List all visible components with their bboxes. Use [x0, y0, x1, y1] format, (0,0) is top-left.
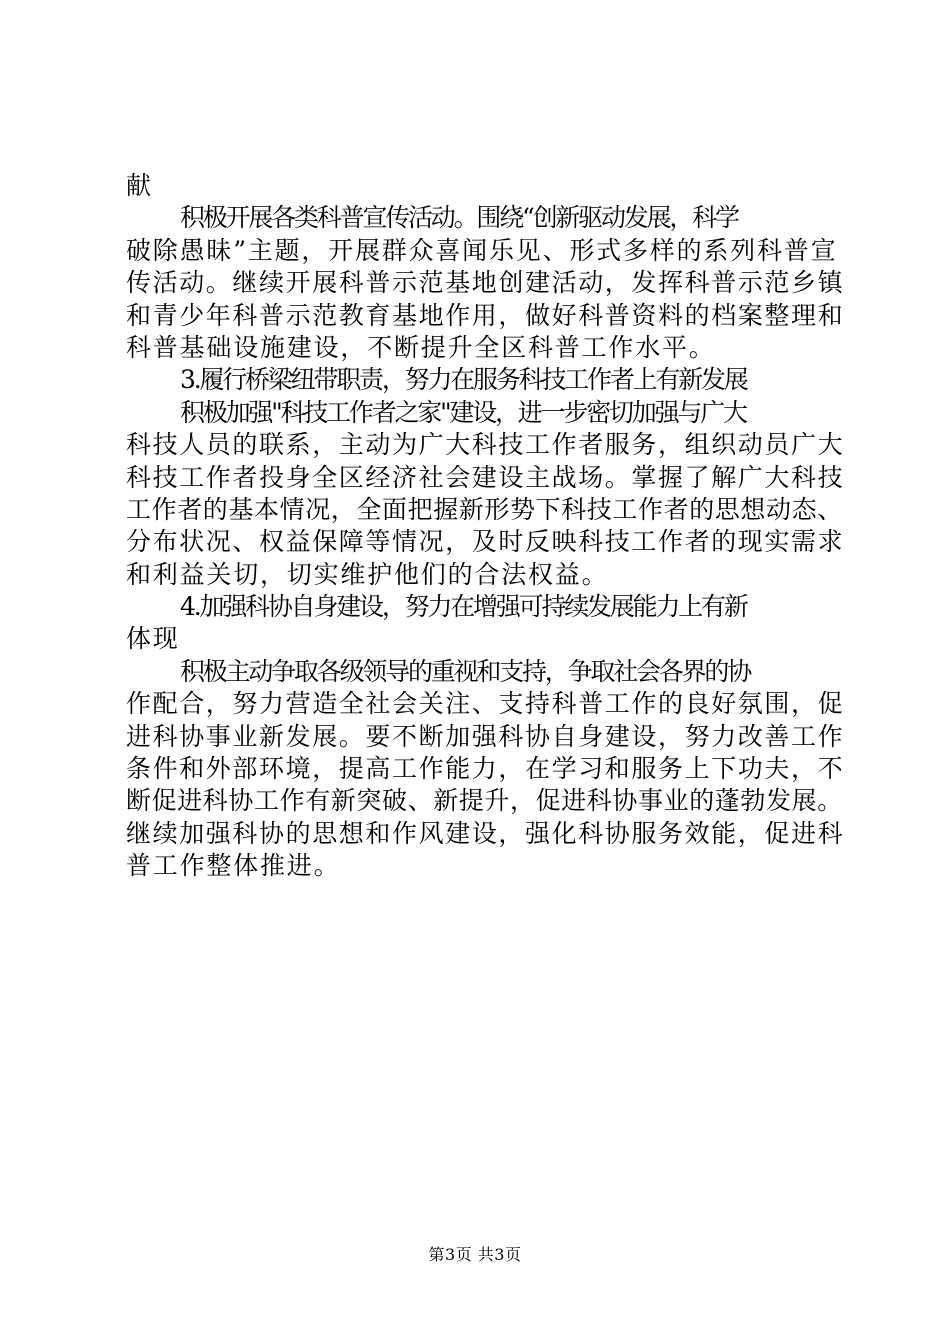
- text-line: 积极开展各类科普宣传活动。围绕“创新驱动发展，科学: [180, 203, 738, 233]
- text-line: 体现: [126, 624, 180, 654]
- text-line: 分布状况、权益保障等情况，及时反映科技工作者的现实需求: [126, 527, 845, 557]
- text-line: 继续加强科协的思想和作风建设，强化科协服务效能，促进科: [126, 818, 845, 848]
- text-line: 科技人员的联系，主动为广大科技工作者服务，组织动员广大: [126, 430, 845, 460]
- text-line: 进科协事业新发展。要不断加强科协自身建设，努力改善工作: [126, 721, 845, 751]
- document-body: [126, 170, 846, 883]
- text-line: 条件和外部环境，提高工作能力，在学习和服务上下功夫，不: [126, 754, 845, 784]
- text-line: 和利益关切，切实维护他们的合法权益。: [126, 559, 609, 589]
- text-line: 3.履行桥梁纽带职责，努力在服务科技工作者上有新发展: [180, 365, 747, 395]
- text-line: 和青少年科普示范教育基地作用，做好科普资料的档案整理和: [126, 300, 845, 330]
- text-line: 传活动。继续开展科普示范基地创建活动，发挥科普示范乡镇: [126, 268, 845, 298]
- text-line: 断促进科协工作有新突破、新提升，促进科协事业的蓬勃发展。: [126, 786, 843, 816]
- page-footer: 第3页 共3页: [428, 1245, 522, 1264]
- text-line: 积极主动争取各级领导的重视和支持，争取社会各界的协: [180, 656, 751, 686]
- text-line: 科普基础设施建设，不断提升全区科普工作水平。: [126, 332, 716, 362]
- text-line: 普工作整体推进。: [126, 851, 341, 881]
- text-line: 作配合，努力营造全社会关注、支持科普工作的良好氛围，促: [126, 689, 845, 719]
- text-line: 科技工作者投身全区经济社会建设主战场。掌握了解广大科技: [126, 462, 845, 492]
- text-line: 4.加强科协自身建设，努力在增强可持续发展能力上有新: [180, 592, 747, 622]
- text-line: 破除愚昧”主题，开展群众喜闻乐见、形式多样的系列科普宣: [126, 235, 838, 265]
- text-line: 积极加强"科技工作者之家"建设，进一步密切加强与广大: [180, 397, 746, 427]
- text-line: 献: [126, 171, 153, 200]
- text-line: 工作者的基本情况，全面把握新形势下科技工作者的思想动态、: [126, 494, 843, 524]
